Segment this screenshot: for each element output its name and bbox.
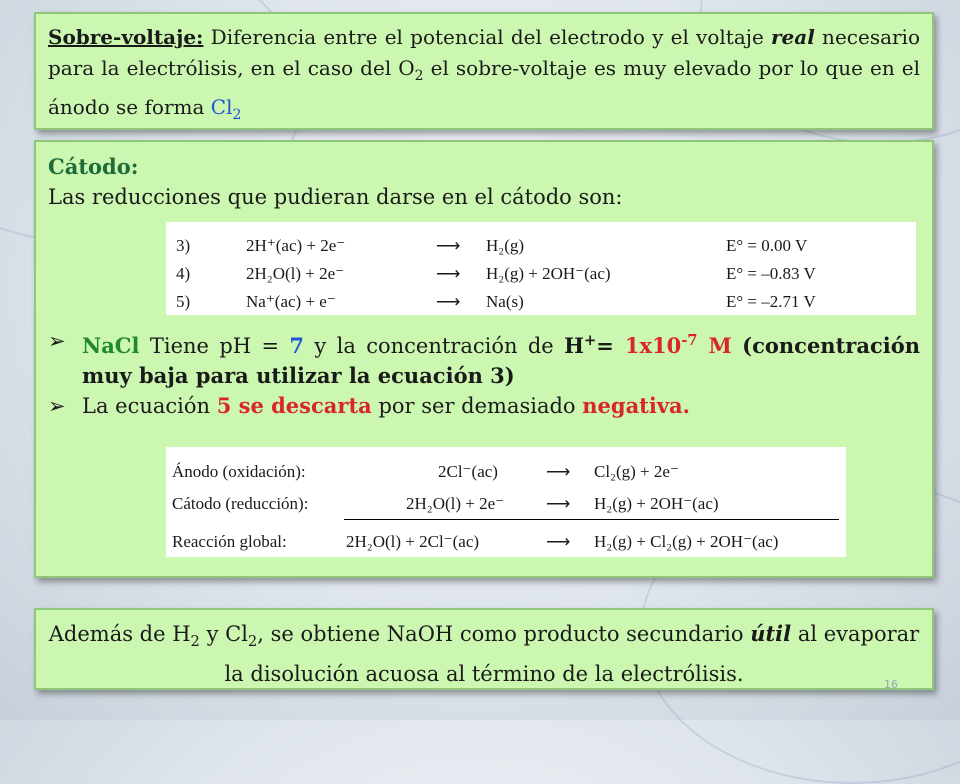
arrow-bullet-icon: ➢ <box>48 329 66 353</box>
util-emphasis: útil <box>750 621 792 646</box>
definition-text: el sobre-voltaje es muy elevado por lo que en el ánodo se forma <box>48 56 920 119</box>
arrow-icon: ⟶ <box>436 236 461 255</box>
global-reaction: Reacción global: 2H₂O(l) + 2Cl⁻(ac) ⟶ H₂(g) + Cl₂(g) + 2OH⁻(ac) <box>166 523 846 553</box>
definition-text: necesario para la electrólisis, en el caso del O <box>48 25 920 80</box>
reductions-table <box>166 222 916 315</box>
arrow-icon: ⟶ <box>436 292 461 311</box>
arrow-icon: ⟶ <box>546 532 571 551</box>
cathode-heading: Cátodo: <box>48 154 139 179</box>
overvoltage-term: Sobre-voltaje: <box>48 25 204 49</box>
half-reaction-anode: Ánodo (oxidación): 2Cl⁻(ac) ⟶ Cl₂(g) + 2e⁻ <box>166 453 846 483</box>
reduction-row: 5) Na⁺(ac) + e⁻ ⟶ Na(s) E° = –2.71 V <box>166 284 916 310</box>
definition-text: Diferencia entre el potencial del electrodo y el voltaje <box>203 25 772 49</box>
arrow-icon: ⟶ <box>546 494 571 513</box>
byproduct-box: Además de $H_2$ y $Cl_2$, se obtiene NaOH como producto secundario útil al evaporar la disolución acuosa al término de la electrólisis. <box>34 608 934 690</box>
bullet-list <box>48 326 920 421</box>
arrow-icon: ⟶ <box>546 462 571 481</box>
real-emphasis: real <box>771 25 815 49</box>
bullet-discard: ➢ La ecuación 5 se descarta por ser demasiado negativa. <box>48 391 920 421</box>
cathode-box <box>34 140 934 578</box>
reduction-row: 4) 2H₂O(l) + 2e⁻ ⟶ H₂(g) + 2OH⁻(ac) E° = –0.83 V <box>166 256 916 282</box>
sum-line <box>344 519 839 520</box>
chlorine-formula: $Cl_2$ <box>210 95 242 123</box>
cathode-intro: Las reducciones que pudieran darse en el cátodo son: <box>48 185 623 209</box>
global-reaction-table <box>166 447 846 557</box>
arrow-bullet-icon: ➢ <box>48 394 66 418</box>
bullet-nacl: ➢ NaCl Tiene pH = 7 y la concentración de $H^+= 1x10^{-7}$ M (concentración muy baja para utilizar la ecuación 3) <box>48 326 920 391</box>
subscript: 2 <box>414 68 424 84</box>
page-number: 16 <box>884 678 898 691</box>
reduction-row: 3) 2H⁺(ac) + 2e⁻ ⟶ H₂(g) E° = 0.00 V <box>166 228 916 254</box>
half-reaction-cathode: Cátodo (reducción): 2H₂O(l) + 2e⁻ ⟶ H₂(g) + 2OH⁻(ac) <box>166 485 846 515</box>
overvoltage-definition-box <box>34 12 934 130</box>
arrow-icon: ⟶ <box>436 264 461 283</box>
